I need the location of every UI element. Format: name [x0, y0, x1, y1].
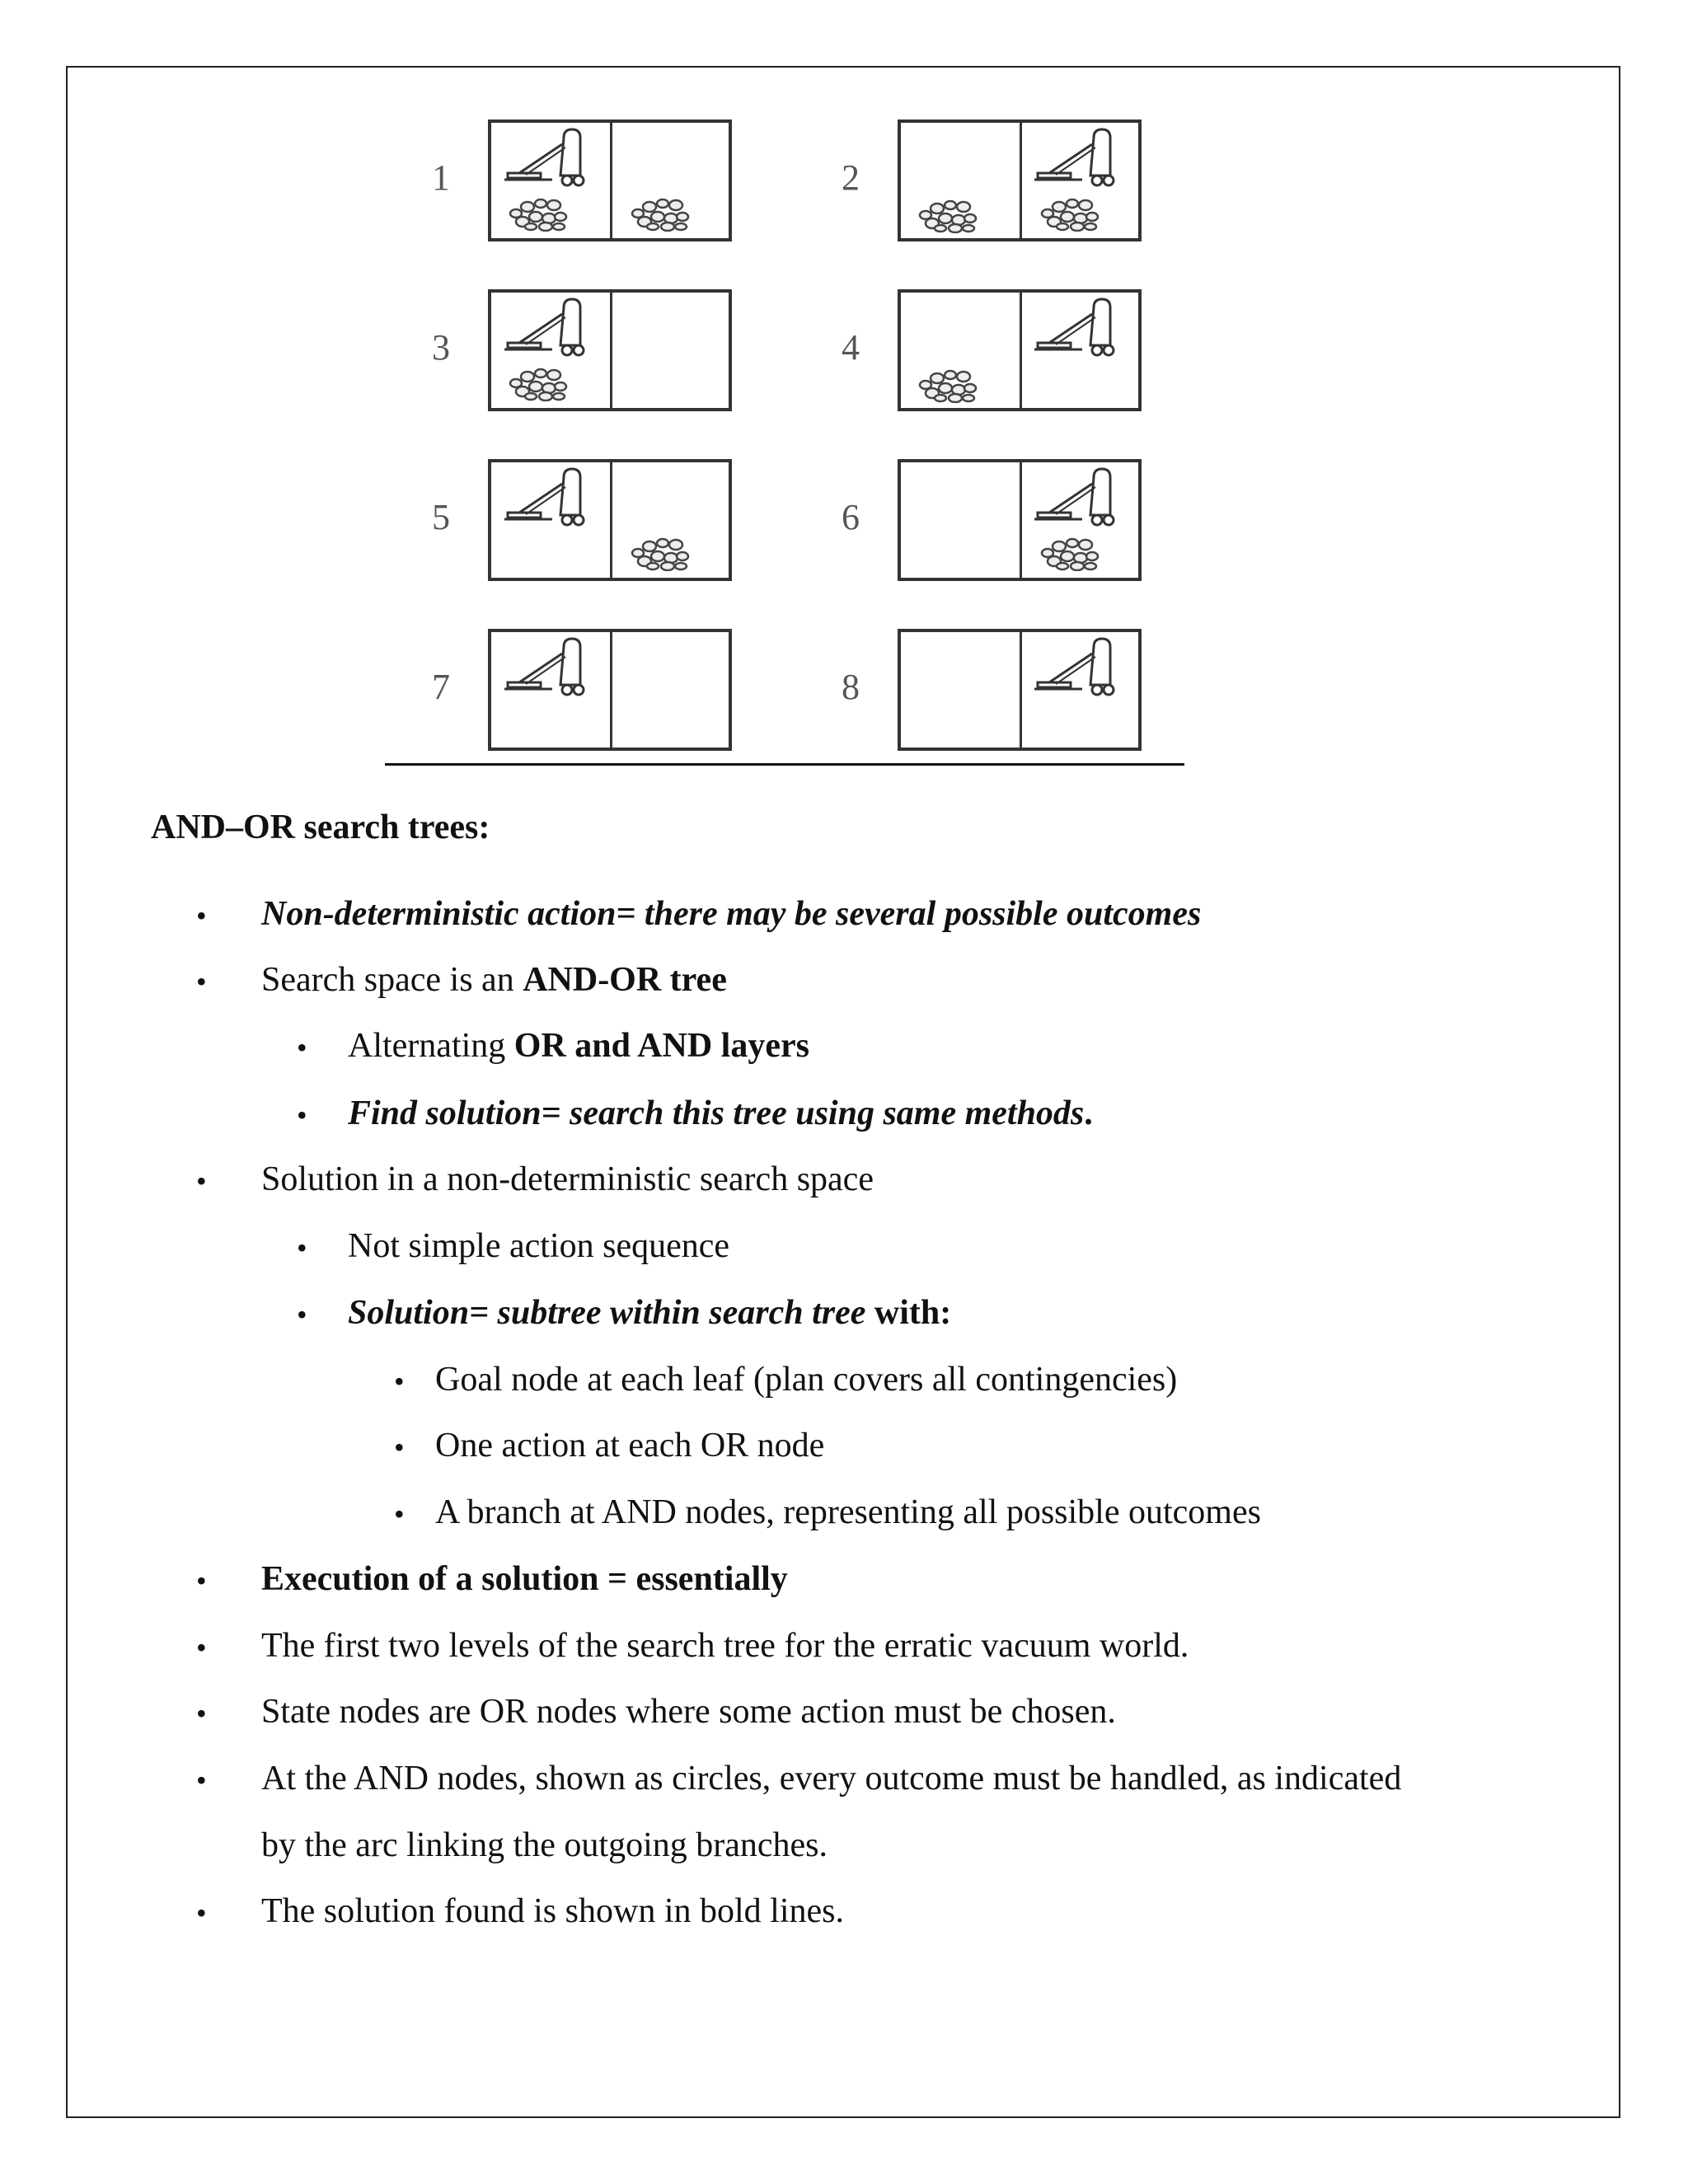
- list-item: One action at each OR node: [435, 1427, 825, 1465]
- list-item: Non-deterministic action= there may be several possible outcomes: [261, 895, 1202, 933]
- vacuum-icon: [1033, 298, 1123, 363]
- list-item: Solution in a non-deterministic search space: [261, 1160, 874, 1198]
- list-item: The solution found is shown in bold lines.: [261, 1892, 844, 1930]
- bullet: •: [297, 1099, 307, 1132]
- state-box: [898, 629, 1142, 751]
- vacuum-icon: [503, 298, 593, 363]
- room-divider: [1020, 462, 1022, 578]
- vacuum-icon: [1033, 637, 1123, 703]
- vacuum-icon: [503, 128, 593, 194]
- room-divider: [1020, 293, 1022, 408]
- state-box: [898, 459, 1142, 581]
- dirt-icon: [917, 367, 980, 403]
- dirt-icon: [508, 195, 570, 232]
- list-item: Not simple action sequence: [348, 1227, 730, 1265]
- dirt-icon: [1039, 535, 1102, 571]
- room-divider: [610, 632, 612, 748]
- room-divider: [1020, 632, 1022, 748]
- bullet: •: [196, 1165, 207, 1197]
- item-bold-italic-text: Find solution= search this tree using same methods: [348, 1094, 1085, 1132]
- bullet: •: [297, 1298, 307, 1331]
- state-box: [898, 120, 1142, 241]
- bullet: •: [196, 965, 207, 998]
- section-heading: AND–OR search trees:: [151, 808, 490, 846]
- list-item: The first two levels of the search tree for the erratic vacuum world.: [261, 1627, 1189, 1665]
- state-box: [488, 629, 732, 751]
- state-number: 7: [432, 667, 450, 707]
- figure-rule: [385, 763, 1184, 766]
- vacuum-state-diagram: [0, 0, 1688, 783]
- bullet: •: [394, 1497, 405, 1530]
- dirt-icon: [630, 195, 692, 232]
- list-item: A branch at AND nodes, representing all possible outcomes: [435, 1493, 1261, 1531]
- vacuum-icon: [1033, 467, 1123, 533]
- bullet: •: [394, 1365, 405, 1398]
- list-item-continuation: by the arc linking the outgoing branches.: [261, 1826, 828, 1864]
- list-item: [261, 959, 727, 1001]
- room-divider: [610, 123, 612, 238]
- dirt-icon: [630, 535, 692, 571]
- list-item: [348, 1093, 1093, 1134]
- bullet: •: [196, 1631, 207, 1664]
- vacuum-icon: [503, 637, 593, 703]
- bullet: •: [196, 899, 207, 932]
- bullet: •: [297, 1231, 307, 1264]
- bullet: •: [196, 1764, 207, 1797]
- state-number: 5: [432, 497, 450, 537]
- state-box: [488, 459, 732, 581]
- state-box: [898, 289, 1142, 411]
- state-number: 6: [842, 497, 860, 537]
- dirt-icon: [1039, 195, 1102, 232]
- list-item: [348, 1025, 809, 1066]
- bullet: •: [394, 1431, 405, 1464]
- state-box: [488, 120, 732, 241]
- room-divider: [610, 293, 612, 408]
- vacuum-icon: [1033, 128, 1123, 194]
- list-item: Execution of a solution = essentially: [261, 1560, 788, 1598]
- bullet: •: [196, 1564, 207, 1597]
- state-number: 2: [842, 157, 860, 198]
- state-box: [488, 289, 732, 411]
- bullet: •: [196, 1697, 207, 1730]
- list-item: Goal node at each leaf (plan covers all contingencies): [435, 1361, 1178, 1399]
- state-number: 1: [432, 157, 450, 198]
- item-bold-text: with:: [865, 1294, 952, 1332]
- list-item: [348, 1292, 951, 1333]
- state-number: 4: [842, 327, 860, 368]
- room-divider: [610, 462, 612, 578]
- item-text: Search space is an: [261, 961, 523, 999]
- item-bold-text: OR and AND layers: [513, 1027, 809, 1065]
- vacuum-icon: [503, 467, 593, 533]
- list-item: At the AND nodes, shown as circles, every outcome must be handled, as indicated: [261, 1760, 1402, 1797]
- item-bold-italic-text: Solution= subtree within search tree: [348, 1294, 866, 1332]
- dirt-icon: [917, 197, 980, 233]
- item-bold-text: .: [1084, 1094, 1093, 1132]
- bullet: •: [196, 1896, 207, 1929]
- state-number: 3: [432, 327, 450, 368]
- state-number: 8: [842, 667, 860, 707]
- bullet: •: [297, 1031, 307, 1064]
- item-text: Alternating: [348, 1027, 514, 1065]
- room-divider: [1020, 123, 1022, 238]
- dirt-icon: [508, 365, 570, 401]
- list-item: State nodes are OR nodes where some action must be chosen.: [261, 1693, 1116, 1731]
- item-bold-text: AND-OR tree: [523, 961, 727, 999]
